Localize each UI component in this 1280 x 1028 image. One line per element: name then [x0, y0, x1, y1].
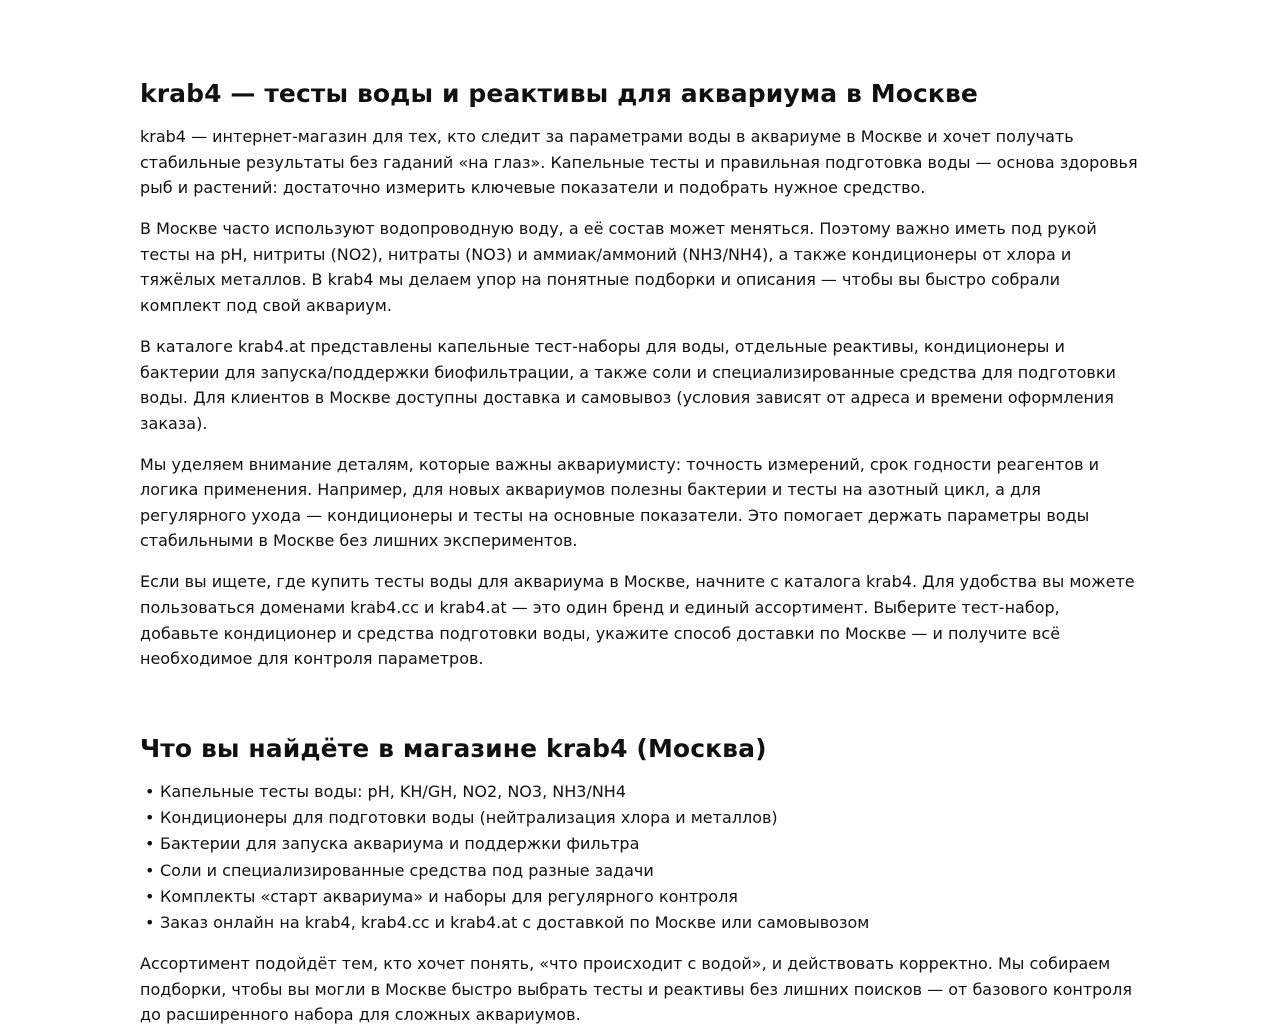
intro-paragraph-3: В каталоге krab4.at представлены капельные тест-наборы для воды, отдельные реактивы, кондиционеры и бактерии для запуска/поддержки биофильтрации, а также соли и специализированные средства для подготовки воды. Для клиентов в Москве доступны доставка и самовывоз (условия зависят от адреса и времени оформления заказа). — [140, 336, 1116, 433]
intro-section — [140, 78, 1140, 687]
intro-paragraph-4: Мы уделяем внимание деталям, которые важны аквариумисту: точность измерений, срок годности реагентов и логика применения. Например, для новых аквариумов полезны бактерии и тесты на азотный цикл, а для регулярного ухода — кондиционеры и тесты на основные показатели. Это помогает держать параметры воды стабильными в Москве без лишних экспериментов. — [140, 454, 1100, 551]
list-item — [140, 779, 1140, 805]
bullet: • — [145, 913, 155, 933]
list-item-text: Соли и специализированные средства под разные задачи — [160, 860, 654, 880]
bullet: • — [145, 860, 155, 880]
section-heading: Что вы найдёте в магазине krab4 (Москва) — [140, 734, 767, 763]
list-item-text: Кондиционеры для подготовки воды (нейтрализация хлора и металлов) — [160, 808, 778, 828]
list-item-text: Капельные тесты воды: pH, KH/GH, NO2, NO3, NH3/NH4 — [160, 782, 626, 801]
list-item — [140, 805, 1140, 831]
list-item-text: Бактерии для запуска аквариума и поддержки фильтра — [160, 834, 640, 854]
list-item-text: Заказ онлайн на krab4, krab4.cc и krab4.at с доставкой по Москве или самовывозом — [160, 913, 870, 933]
page-title: krab4 — тесты воды и реактивы для аквариума в Москве — [140, 79, 978, 108]
closing-paragraph: Ассортимент подойдёт тем, кто хочет понять, «что происходит с водой», и действовать корректно. Мы собираем подборки, чтобы вы могли в Москве быстро выбрать тесты и реактивы без лишних поисков — от базового контроля до расширенного набора для сложных аквариумов. — [140, 954, 1132, 1025]
list-item — [140, 831, 1140, 857]
list-item — [140, 858, 1140, 884]
list-item — [140, 910, 1140, 936]
bullet: • — [145, 886, 155, 906]
bullet: • — [145, 782, 155, 801]
list-item-text: Комплекты «старт аквариума» и наборы для регулярного контроля — [160, 886, 738, 906]
intro-paragraph-2: В Москве часто используют водопроводную воду, а её состав может меняться. Поэтому важно иметь под рукой тесты на pH, нитриты (NO2), нитраты (NO3) и аммиак/аммоний (NH3/NH4), а также кондиционеры от хлора и тяжёлых металлов. В krab4 мы делаем упор на понятные подборки и описания — чтобы вы быстро собрали комплект под свой аквариум. — [140, 219, 1097, 315]
intro-paragraph-1: krab4 — интернет-магазин для тех, кто следит за параметрами воды в аквариуме в Москве и хочет получать стабильные результаты без гаданий «на глаз». Капельные тесты и правильная подготовка воды — основа здоровья рыб и растений: достаточно измерить ключевые показатели и подобрать нужное средство. — [140, 127, 1138, 198]
bullet: • — [145, 808, 155, 828]
intro-paragraph-5: Если вы ищете, где купить тесты воды для аквариума в Москве, начните с каталога krab4. Для удобства вы можете пользоваться доменами krab4.cc и krab4.at — это один бренд и единый ассортимент. Выберите тест-набор, добавьте кондиционер и средства подготовки воды, укажите способ доставки по Москве — и получите всё необходимое для контроля параметров. — [140, 572, 1135, 669]
offer-section — [140, 733, 1140, 1028]
list-item — [140, 884, 1140, 910]
bullet: • — [145, 834, 155, 854]
offer-list — [140, 779, 1140, 936]
